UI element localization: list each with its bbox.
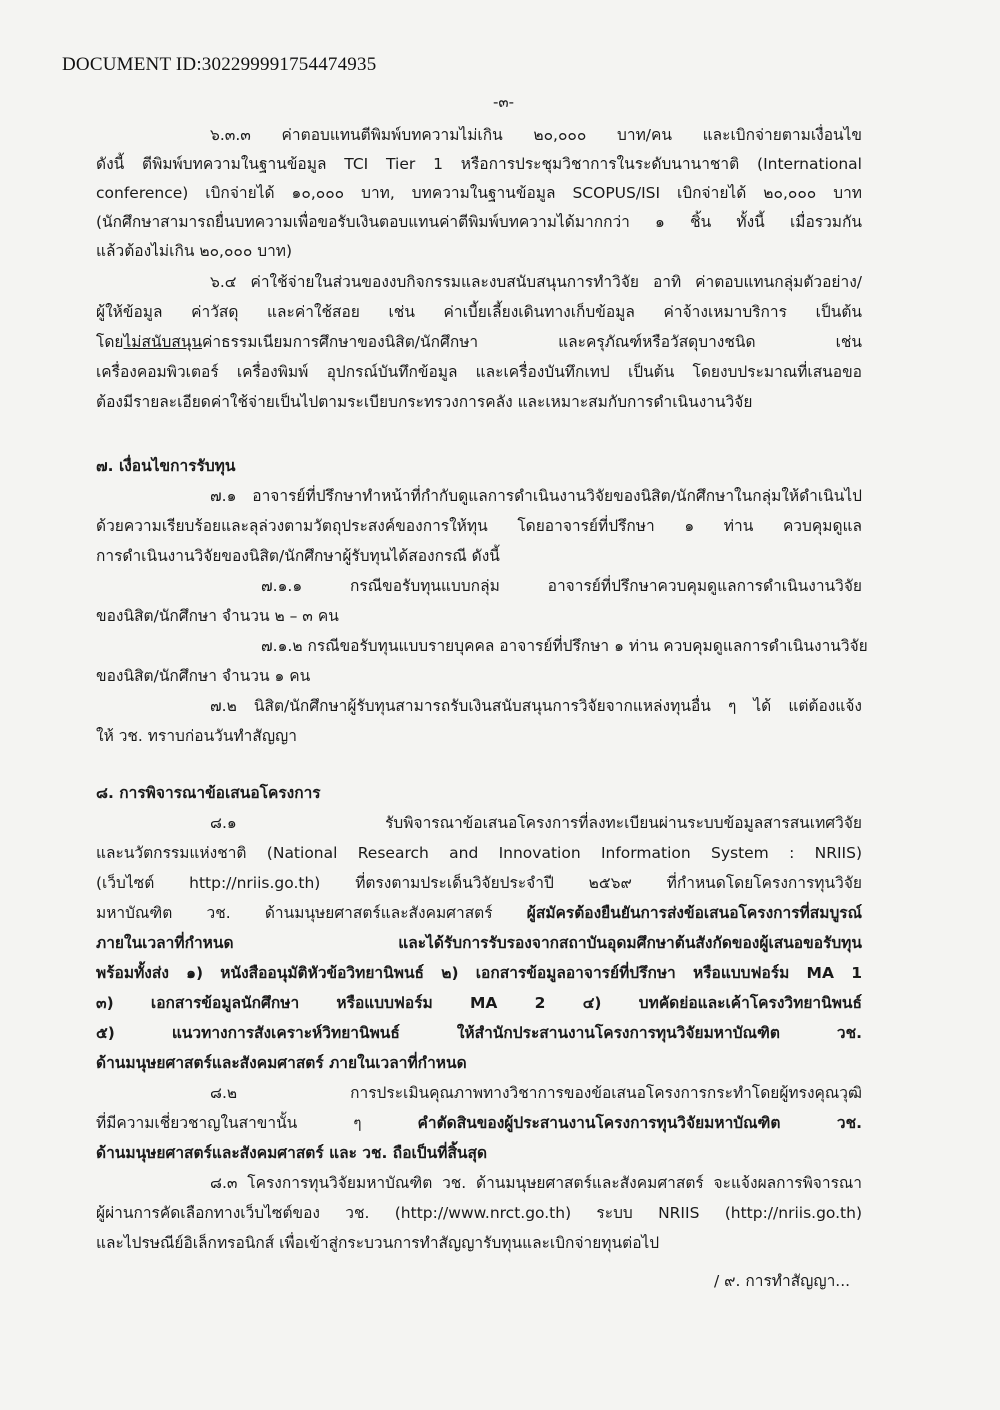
paragraph-line: ต้องมีรายละเอียดค่าใช้จ่ายเป็นไปตามระเบียบกระทรวงการคลัง และเหมาะสมกับการดำเนินงานวิจัย <box>96 393 753 411</box>
paragraph-line: ด้านมนุษยศาสตร์และสังคมศาสตร์ ภายในเวลาที่กำหนด <box>96 1054 467 1072</box>
paragraph-line: ด้วยความเรียบร้อยและลุล่วงตามวัตถุประสงค์ของการให้ทุน โดยอาจารย์ที่ปรึกษา ๑ ท่าน ควบคุมดูแล <box>96 517 862 535</box>
paragraph-line: ๖.๔ ค่าใช้จ่ายในส่วนของงบกิจกรรมและงบสนับสนุนการทำวิจัย อาทิ ค่าตอบแทนกลุ่มตัวอย่าง/ <box>210 273 862 291</box>
paragraph-line: ของนิสิต/นักศึกษา จำนวน ๑ คน <box>96 667 311 685</box>
paragraph-line: ๓) เอกสารข้อมูลนักศึกษา หรือแบบฟอร์ม MA 2 ๔) บทคัดย่อและเค้าโครงวิทยานิพนธ์ <box>96 994 862 1012</box>
page-number: -๓- <box>493 93 515 111</box>
paragraph-line: ด้านมนุษยศาสตร์และสังคมศาสตร์ และ วช. ถือเป็นที่สิ้นสุด <box>96 1144 488 1162</box>
underlined-text: ไม่สนับสนุน <box>123 333 203 351</box>
section-heading: ๘. การพิจารณาข้อเสนอโครงการ <box>96 784 321 802</box>
paragraph-line-mixed <box>96 1110 862 1137</box>
paragraph-line-mixed <box>96 329 862 356</box>
paragraph-line: ๗.๑.๑ กรณีขอรับทุนแบบกลุ่ม อาจารย์ที่ปรึกษาควบคุมดูแลการดำเนินงานวิจัย <box>261 577 862 595</box>
paragraph-line: การดำเนินงานวิจัยของนิสิต/นักศึกษาผู้รับทุนได้สองกรณี ดังนี้ <box>96 547 500 565</box>
paragraph-line: และไปรษณีย์อิเล็กทรอนิกส์ เพื่อเข้าสู่กระบวนการทำสัญญารับทุนและเบิกจ่ายทุนต่อไป <box>96 1234 660 1252</box>
paragraph-line: ผู้ผ่านการคัดเลือกทางเว็บไซต์ของ วช. (http://www.nrct.go.th) ระบบ NRIIS (http://nriis.go.th) <box>96 1204 862 1222</box>
paragraph-line: ๘.๑ รับพิจารณาข้อเสนอโครงการที่ลงทะเบียนผ่านระบบข้อมูลสารสนเทศวิจัย <box>210 814 862 832</box>
section-heading: ๗. เงื่อนไขการรับทุน <box>96 457 236 475</box>
paragraph-line: ๖.๓.๓ ค่าตอบแทนตีพิมพ์บทความไม่เกิน ๒๐,๐๐๐ บาท/คน และเบิกจ่ายตามเงื่อนไข <box>210 126 862 144</box>
text-span: โดย <box>96 333 124 351</box>
document-id: DOCUMENT ID:302299991754474935 <box>62 54 377 75</box>
paragraph-line: ๘.๓ โครงการทุนวิจัยมหาบัณฑิต วช. ด้านมนุษยศาสตร์และสังคมศาสตร์ จะแจ้งผลการพิจารณา <box>210 1174 862 1192</box>
paragraph-line: ๗.๒ นิสิต/นักศึกษาผู้รับทุนสามารถรับเงินสนับสนุนการวิจัยจากแหล่งทุนอื่น ๆ ได้ แต่ต้องแจ้ง <box>210 697 862 715</box>
paragraph-line-mixed <box>96 900 862 927</box>
text-span: ที่มีความเชี่ยวชาญในสาขานั้น ๆ <box>96 1114 362 1132</box>
text-span: ค่าธรรมเนียมการศึกษาของนิสิต/นักศึกษา และครุภัณฑ์หรือวัสดุบางชนิด เช่น <box>202 333 862 351</box>
paragraph-line: ผู้ให้ข้อมูล ค่าวัสดุ และค่าใช้สอย เช่น ค่าเบี้ยเลี้ยงเดินทางเก็บข้อมูล ค่าจ้างเหมาบริการ เป็นต้น <box>96 303 862 321</box>
paragraph-line: แล้วต้องไม่เกิน ๒๐,๐๐๐ บาท) <box>96 242 293 260</box>
paragraph-line: ของนิสิต/นักศึกษา จำนวน ๒ – ๓ คน <box>96 607 339 625</box>
paragraph-line: พร้อมทั้งส่ง ๑) หนังสืออนุมัติหัวข้อวิทยานิพนธ์ ๒) เอกสารข้อมูลอาจารย์ที่ปรึกษา หรือแบบฟอร์ม MA 1 <box>96 964 862 982</box>
paragraph-line: ให้ วช. ทราบก่อนวันทำสัญญา <box>96 727 297 745</box>
paragraph-line: ๘.๒ การประเมินคุณภาพทางวิชาการของข้อเสนอโครงการกระทำโดยผู้ทรงคุณวุฒิ <box>210 1084 862 1102</box>
paragraph-line: ดังนี้ ตีพิมพ์บทความในฐานข้อมูล TCI Tier 1 หรือการประชุมวิชาการในระดับนานาชาติ (International <box>96 155 862 173</box>
paragraph-line: ๕) แนวทางการสังเคราะห์วิทยานิพนธ์ ให้สำนักประสานงานโครงการทุนวิจัยมหาบัณฑิต วช. <box>96 1024 862 1042</box>
continuation-footer: / ๙. การทำสัญญา... <box>714 1272 851 1290</box>
paragraph-line: และนวัตกรรมแห่งชาติ (National Research and Innovation Information System : NRIIS) <box>96 844 862 862</box>
paragraph-line: (นักศึกษาสามารถยื่นบทความเพื่อขอรับเงินตอบแทนค่าตีพิมพ์บทความได้มากกว่า ๑ ชิ้น ทั้งนี้ เมื่อรวมกัน <box>96 213 862 231</box>
paragraph-line: ๗.๑ อาจารย์ที่ปรึกษาทำหน้าที่กำกับดูแลการดำเนินงานวิจัยของนิสิต/นักศึกษาในกลุ่มให้ดำเนินไป <box>210 487 862 505</box>
paragraph-line: conference) เบิกจ่ายได้ ๑๐,๐๐๐ บาท, บทความในฐานข้อมูล SCOPUS/ISI เบิกจ่ายได้ ๒๐,๐๐๐ บาท <box>96 184 862 202</box>
paragraph-line: ๗.๑.๒ กรณีขอรับทุนแบบรายบุคคล อาจารย์ที่ปรึกษา ๑ ท่าน ควบคุมดูแลการดำเนินงานวิจัย <box>261 637 868 655</box>
bold-text: ผู้สมัครต้องยืนยันการส่งข้อเสนอโครงการที่สมบูรณ์ <box>526 904 862 922</box>
paragraph-line: (เว็บไซต์ http://nriis.go.th) ที่ตรงตามประเด็นวิจัยประจำปี ๒๕๖๙ ที่กำหนดโดยโครงการทุนวิจัย <box>96 874 862 892</box>
text-span: มหาบัณฑิต วช. ด้านมนุษยศาสตร์และสังคมศาสตร์ <box>96 904 493 922</box>
paragraph-line: ภายในเวลาที่กำหนด และได้รับการรับรองจากสถาบันอุดมศึกษาต้นสังกัดของผู้เสนอขอรับทุน <box>96 934 862 952</box>
bold-text: คำตัดสินของผู้ประสานงานโครงการทุนวิจัยมหาบัณฑิต วช. <box>417 1114 862 1132</box>
paragraph-line: เครื่องคอมพิวเตอร์ เครื่องพิมพ์ อุปกรณ์บันทึกข้อมูล และเครื่องบันทึกเทป เป็นต้น โดยงบประมาณที่เสนอขอ <box>96 363 862 381</box>
